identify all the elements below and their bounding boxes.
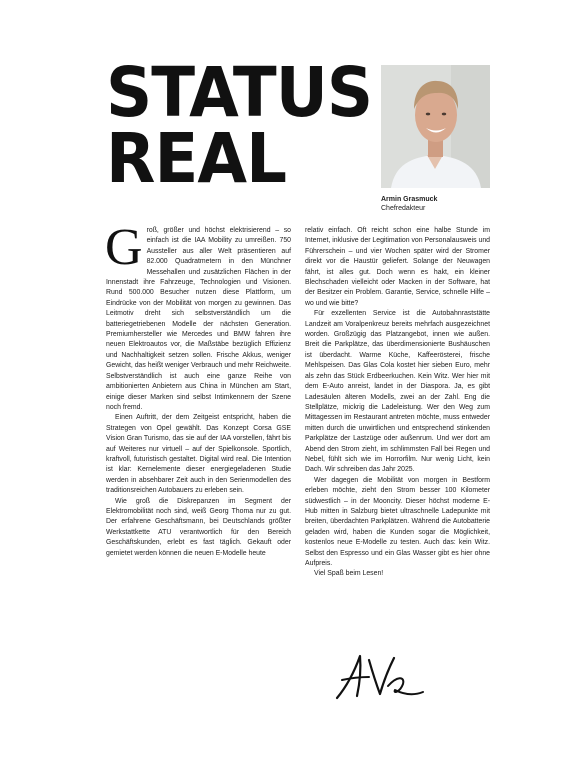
article-paragraph: relativ einfach. Oft reicht schon eine halbe Stunde im Internet, inklusive der Legitimation von Personalausweis und Führerschein – und vier Wochen später wird der Stromer direkt vor die Haustür geliefert. Solange der Neuwagen fährt, ist alles gut. Doch wenn es hakt, ein kleiner Blechschaden vielleicht oder Macken in der Software, hat der Besitzer ein Problem. Garantie, Service, schnelle Hilfe – wo und wie bitte? xyxy=(305,227,491,307)
headline-line-1: STATUS xyxy=(106,53,373,133)
article-column-1 xyxy=(105,219,291,559)
headline-line-2: REAL xyxy=(106,119,287,199)
article-column-2 xyxy=(305,226,490,580)
author-role: Chefredakteur xyxy=(381,205,426,212)
article-paragraph: Einen Auftritt, der dem Zeitgeist entspricht, haben die Strategen von Opel gewählt. Das Konzept Corsa GSE Vision Gran Turismo, das sie auf der IAA vorstellen, fährt bis auf Weiteres nur virtuell – auf der Spielkonsole. Sportlich, kraftvoll, futuristisch gestaltet. Digital wird real. Die Intention ist klar: Kernelemente dieser energiegeladenen Studie werden in absehbarer Zeit auch in den Serienmodellen des traditionsreichen Autobauers zu erleben sein. xyxy=(106,414,291,495)
drop-cap: G xyxy=(105,219,143,276)
article-paragraph: Wie groß die Diskrepanzen im Segment der Elektromobilität noch sind, weiß Georg Thoma nur zu gut. Der erfahrene Geschäftsmann, bei Deutschlands größter Werkstattkette ATU verantwortlich für den Bereich Geschäftskunden, erlebt es fast täglich. Gekauft oder gemietet werden können die neuen E-Modelle heute xyxy=(106,497,291,557)
author-name: Armin Grasmuck xyxy=(381,196,438,203)
headline xyxy=(106,53,373,199)
signature-icon xyxy=(333,650,425,702)
article-paragraph-text: roß, größer und höchst elektrisierend – so einfach ist die IAA Mobility zu umreißen. 750 Aussteller aus aller Welt präsentieren auf 82.000 Quadratmetern in den Münchner Messehallen und zusätzlichen Flächen in der Innenstadt ihre Fahrzeuge, Technologien und Visionen. Rund 500.000 Besucher nutzen diese Plattform, um Eindrücke von der Mobilität von morgen zu gewinnen. Das Leitmotiv dreht sich selbstverständlich um die batteriegetriebenen Modelle der nächsten Generation. Premiumhersteller wie Mercedes und BMW fahren ihre neuen Elektroautos vor, die Maßstäbe bezüglich Effizienz und Nachhaltigkeit setzen sollen. Frische Akkus, weniger Gewicht, das heißt weniger Verbrauch und mehr Reichweite. Selbstverständlich ist auch eine ganze Reihe von ambitionierten Anbietern aus China in München am Start, einige dieser Marken sind selbst Intimkennern der Szene noch fremd. xyxy=(106,227,291,411)
article-paragraph: Wer dagegen die Mobilität von morgen in Bestform erleben möchte, zieht den Strom besser 100 Kilometer südwestlich – in der Mooncity. Dieser höchst moderne E-Hub mitten in Salzburg bietet ultraschnelle Ladepunkte mit breiten, überdachten Parkplätzen. Während die Autobatterie geladen wird, haben die Kunden sogar die Möglichkeit, kostenlos neue E-Modelle zu testen. Auch das: kein Witz. Selbst den Espresso und ein Glas Wasser gibt es hier ohne Aufpreis. xyxy=(305,476,490,567)
author-portrait-icon xyxy=(381,65,490,188)
article-paragraph xyxy=(105,219,291,413)
author-photo xyxy=(381,65,490,188)
article-paragraph: Für exzellenten Service ist die Autobahnraststätte Landzeit am Voralpenkreuz bereits mehrfach ausgezeichnet worden. Großzügig das Platzangebot, innen wie außen. Breit die Parkplätze, das überdimensionierte Bushäuschen ist überdacht. Warme Küche, Kaffeerösterei, frische Mehlspeisen. Das Glas Cola kostet hier sieben Euro, mehr als zehn das Stück Erdbeerkuchen. Kein Witz. Wer hier mit dem E-Auto anreist, landet in der Diaspora. Ja, es gibt Ladesäulen älteren Modells, zwei an der Zahl. Eng die Stellplätze, mickrig die Ladeleistung. Wer den Weg zum Mittagessen im Restaurant antreten möchte, muss entweder mitten durch die unwirtlichen und entsprechend stinkenden Parkplätze der Lastzüge oder außenrum. Und wer dort am Abend den Strom zieht, im schlimmsten Fall bei Regen und Nebel, fühlt sich wie im Horrorfilm. Nur wenig Licht, kein Dach. Wir schreiben das Jahr 2025. xyxy=(305,310,490,474)
closing-line: Viel Spaß beim Lesen! xyxy=(314,570,384,578)
